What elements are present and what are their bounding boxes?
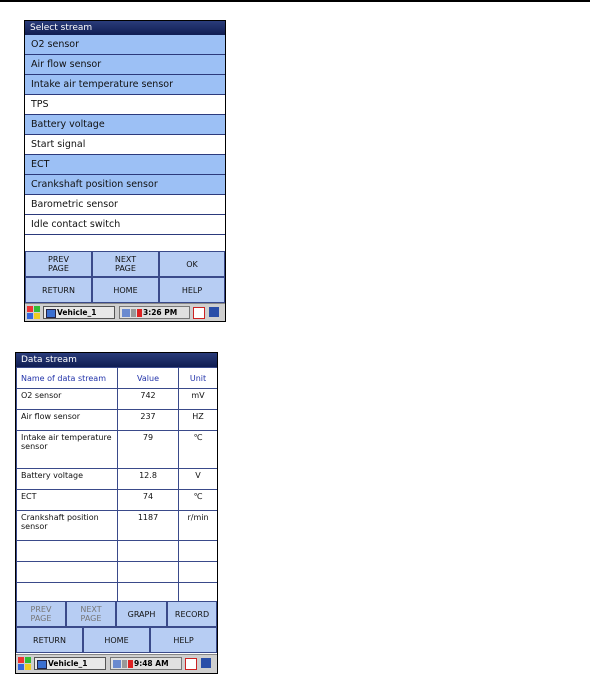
help-button[interactable]: HELP bbox=[150, 627, 217, 653]
cell-name: Crankshaft position sensor bbox=[17, 511, 118, 541]
taskbar bbox=[25, 303, 225, 322]
cell-value: 1187 bbox=[118, 511, 179, 541]
power-icon bbox=[137, 309, 142, 317]
taskbar-vehicle-button[interactable]: Vehicle_1 bbox=[34, 657, 106, 670]
return-button[interactable]: RETURN bbox=[16, 627, 83, 653]
table-row bbox=[17, 511, 218, 541]
input-panel-icon[interactable] bbox=[185, 658, 197, 670]
window-title: Data stream bbox=[16, 353, 217, 367]
return-button[interactable]: RETURN bbox=[25, 277, 92, 303]
table-row bbox=[17, 410, 218, 431]
cell-value bbox=[118, 562, 179, 583]
column-header-name: Name of data stream bbox=[17, 368, 118, 389]
cell-name: Intake air temperature sensor bbox=[17, 431, 118, 469]
cell-name: Air flow sensor bbox=[17, 410, 118, 431]
cell-value: 237 bbox=[118, 410, 179, 431]
stream-item[interactable]: Battery voltage bbox=[25, 115, 225, 135]
cell-name: ECT bbox=[17, 490, 118, 511]
stream-item[interactable]: Start signal bbox=[25, 135, 225, 155]
table-row-empty bbox=[17, 562, 218, 583]
record-button[interactable]: RECORD bbox=[167, 601, 217, 627]
next-page-button[interactable]: NEXT PAGE bbox=[92, 251, 159, 277]
clock-time: 3:26 PM bbox=[143, 308, 178, 317]
stream-item[interactable]: Barometric sensor bbox=[25, 195, 225, 215]
data-stream-table bbox=[16, 367, 218, 604]
cell-unit: V bbox=[179, 469, 218, 490]
stream-list bbox=[25, 35, 225, 235]
cell-value: 742 bbox=[118, 389, 179, 410]
windows-start-icon[interactable] bbox=[27, 306, 41, 320]
ok-button[interactable]: OK bbox=[159, 251, 225, 277]
table-row bbox=[17, 431, 218, 469]
next-page-button[interactable]: NEXT PAGE bbox=[66, 601, 116, 627]
battery-icon bbox=[122, 660, 127, 668]
input-panel-icon[interactable] bbox=[193, 307, 205, 319]
system-tray bbox=[110, 657, 182, 670]
cell-name bbox=[17, 562, 118, 583]
window-title: Select stream bbox=[25, 21, 225, 35]
cell-value: 79 bbox=[118, 431, 179, 469]
windows-start-icon[interactable] bbox=[18, 657, 32, 671]
window-switch-icon[interactable] bbox=[201, 658, 211, 668]
prev-page-button[interactable]: PREV PAGE bbox=[16, 601, 66, 627]
graph-button[interactable]: GRAPH bbox=[116, 601, 167, 627]
stream-item[interactable]: ECT bbox=[25, 155, 225, 175]
cell-value: 12.8 bbox=[118, 469, 179, 490]
stream-item[interactable]: O2 sensor bbox=[25, 35, 225, 55]
cell-unit: HZ bbox=[179, 410, 218, 431]
taskbar bbox=[16, 654, 217, 673]
stream-item[interactable]: Intake air temperature sensor bbox=[25, 75, 225, 95]
column-header-value: Value bbox=[118, 368, 179, 389]
data-stream-screen bbox=[15, 352, 218, 674]
cell-name bbox=[17, 541, 118, 562]
help-button[interactable]: HELP bbox=[159, 277, 225, 303]
table-row bbox=[17, 469, 218, 490]
column-header-unit: Unit bbox=[179, 368, 218, 389]
clock-time: 9:48 AM bbox=[134, 659, 169, 668]
cell-unit: ℃ bbox=[179, 490, 218, 511]
network-icon bbox=[122, 309, 130, 317]
taskbar-vehicle-button[interactable]: Vehicle_1 bbox=[43, 306, 115, 319]
system-tray bbox=[119, 306, 190, 319]
cell-value bbox=[118, 541, 179, 562]
stream-item[interactable]: Crankshaft position sensor bbox=[25, 175, 225, 195]
cell-value: 74 bbox=[118, 490, 179, 511]
table-row bbox=[17, 490, 218, 511]
cell-unit bbox=[179, 562, 218, 583]
cell-unit bbox=[179, 541, 218, 562]
cell-unit: ℃ bbox=[179, 431, 218, 469]
stream-item[interactable]: TPS bbox=[25, 95, 225, 115]
page-top-rule bbox=[0, 0, 590, 2]
select-stream-screen bbox=[24, 20, 226, 322]
stream-item[interactable]: Air flow sensor bbox=[25, 55, 225, 75]
table-header bbox=[17, 368, 218, 389]
button-grid bbox=[16, 601, 216, 653]
cell-name: Battery voltage bbox=[17, 469, 118, 490]
network-icon bbox=[113, 660, 121, 668]
cell-unit: mV bbox=[179, 389, 218, 410]
power-icon bbox=[128, 660, 133, 668]
table-row bbox=[17, 389, 218, 410]
stream-item[interactable]: Idle contact switch bbox=[25, 215, 225, 235]
table-row-empty bbox=[17, 541, 218, 562]
home-button[interactable]: HOME bbox=[92, 277, 159, 303]
cell-name: O2 sensor bbox=[17, 389, 118, 410]
cell-unit: r/min bbox=[179, 511, 218, 541]
button-grid bbox=[25, 251, 225, 303]
prev-page-button[interactable]: PREV PAGE bbox=[25, 251, 92, 277]
battery-icon bbox=[131, 309, 136, 317]
home-button[interactable]: HOME bbox=[83, 627, 150, 653]
window-switch-icon[interactable] bbox=[209, 307, 219, 317]
